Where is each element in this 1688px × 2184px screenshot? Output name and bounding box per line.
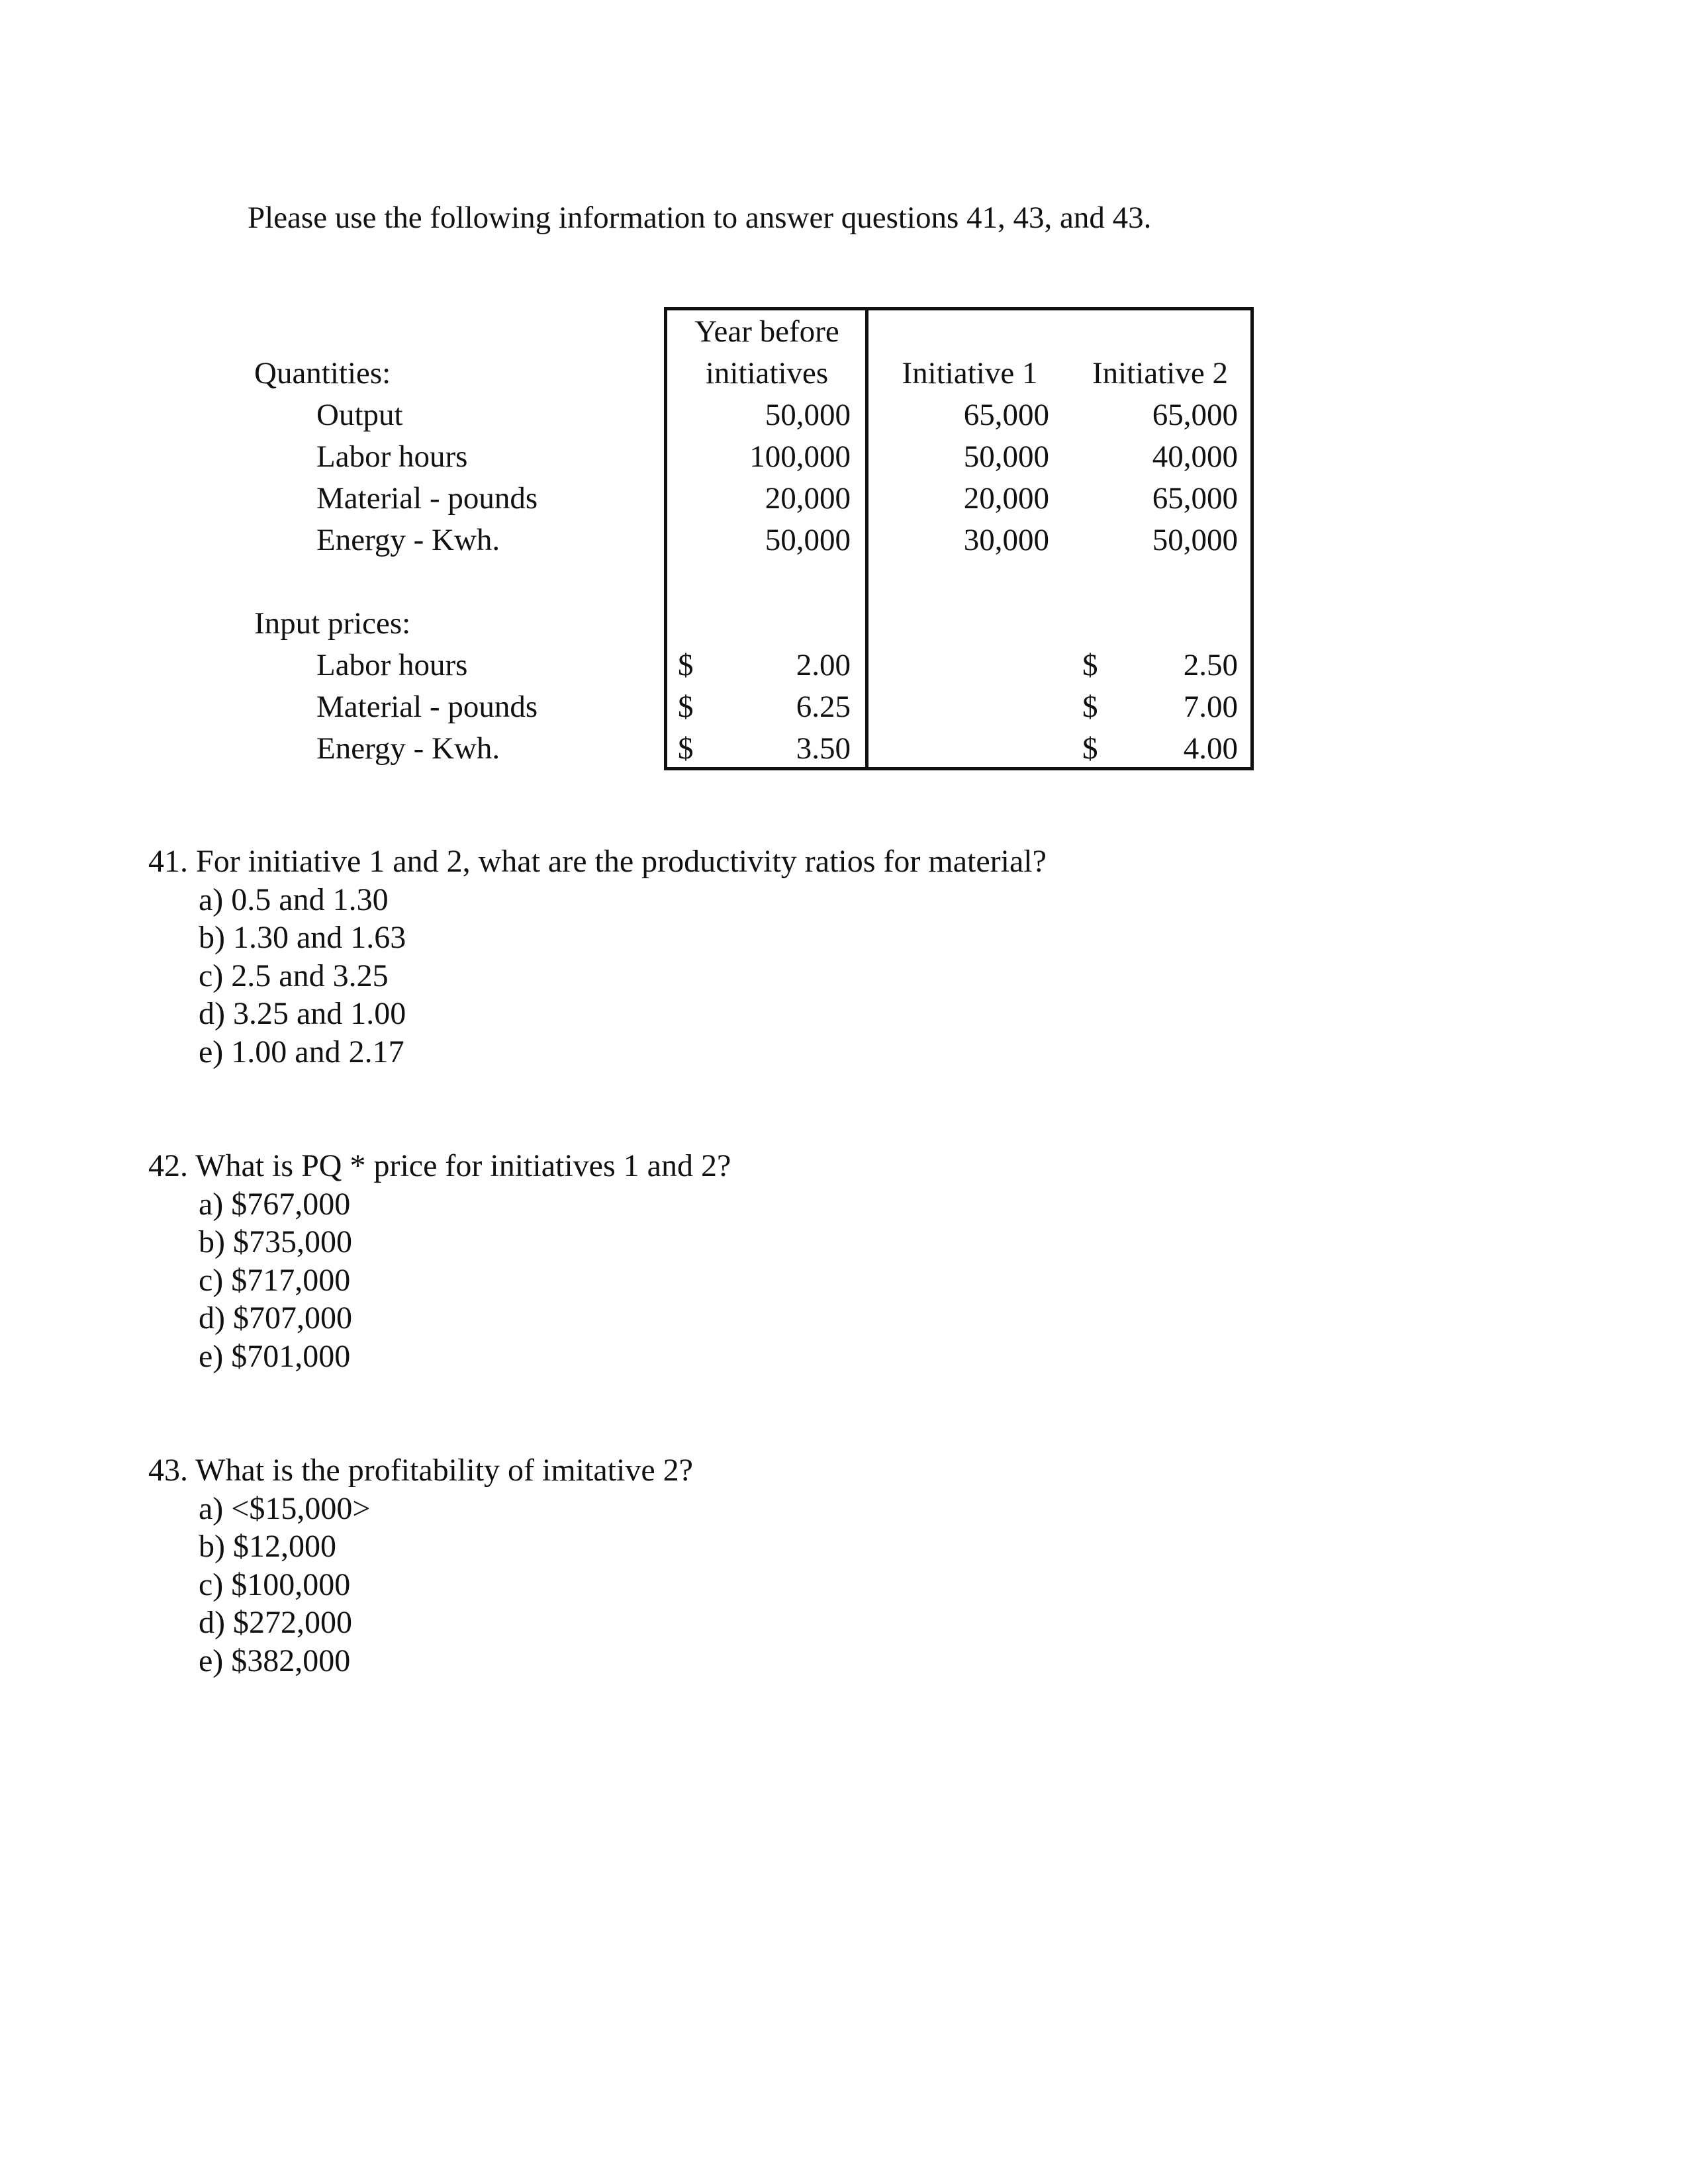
currency-sign: $ <box>678 731 694 766</box>
answer-option: d) $272,000 <box>199 1605 352 1640</box>
cell-material-init1: 20,000 <box>963 481 1049 516</box>
answer-option: c) 2.5 and 3.25 <box>199 958 389 993</box>
table-border-left <box>664 307 667 770</box>
row-label-labor-hours: Labor hours <box>316 439 468 474</box>
table-border-bottom <box>664 767 1254 770</box>
answer-option: d) 3.25 and 1.00 <box>199 996 406 1031</box>
cell-output-year: 50,000 <box>765 398 851 432</box>
question-stem: 42. What is PQ * price for initiatives 1 and 2? <box>148 1148 731 1183</box>
cell-output-init1: 65,000 <box>963 398 1049 432</box>
answer-option: a) $767,000 <box>199 1187 351 1222</box>
intro-text: Please use the following information to answer questions 41, 43, and 43. <box>248 201 1152 235</box>
row-label-output: Output <box>316 398 403 432</box>
cell-material-year: 20,000 <box>765 481 851 516</box>
table-border-top <box>664 307 1254 310</box>
question-stem: 43. What is the profitability of imitative 2? <box>148 1453 693 1488</box>
cell-labor-init2: 40,000 <box>1152 439 1238 474</box>
cell-energy-init2: 50,000 <box>1152 523 1238 557</box>
row-label-energy: Energy - Kwh. <box>316 523 500 557</box>
cell-material-init2: 65,000 <box>1152 481 1238 516</box>
table-border-right <box>1250 307 1254 770</box>
answer-option: b) 1.30 and 1.63 <box>199 920 406 955</box>
currency-sign: $ <box>1082 648 1098 682</box>
answer-option: e) 1.00 and 2.17 <box>199 1034 404 1069</box>
col-header-initiative-2: Initiative 2 <box>1092 356 1228 390</box>
price-label-labor-hours: Labor hours <box>316 648 468 682</box>
answer-option: c) $100,000 <box>199 1567 351 1602</box>
answer-option: e) $701,000 <box>199 1339 351 1374</box>
col-header-year-line1: Year before <box>694 314 839 349</box>
currency-sign: $ <box>1082 690 1098 724</box>
cell-energy-year: 50,000 <box>765 523 851 557</box>
price-label-energy: Energy - Kwh. <box>316 731 500 766</box>
currency-sign: $ <box>1082 731 1098 766</box>
price-material-init2: 7.00 <box>1183 690 1238 724</box>
price-labor-init2: 2.50 <box>1183 648 1238 682</box>
table-border-divider <box>865 307 868 770</box>
answer-option: b) $735,000 <box>199 1224 352 1259</box>
quantities-heading: Quantities: <box>254 356 391 390</box>
price-labor-year: 2.00 <box>796 648 851 682</box>
answer-option: a) <$15,000> <box>199 1491 371 1526</box>
answer-option: d) $707,000 <box>199 1300 352 1336</box>
answer-option: e) $382,000 <box>199 1643 351 1678</box>
price-energy-init2: 4.00 <box>1183 731 1238 766</box>
cell-labor-year: 100,000 <box>749 439 851 474</box>
answer-option: c) $717,000 <box>199 1263 351 1298</box>
currency-sign: $ <box>678 690 694 724</box>
currency-sign: $ <box>678 648 694 682</box>
col-header-initiative-1: Initiative 1 <box>902 356 1038 390</box>
question-stem: 41. For initiative 1 and 2, what are the productivity ratios for material? <box>148 844 1047 879</box>
cell-output-init2: 65,000 <box>1152 398 1238 432</box>
answer-option: b) $12,000 <box>199 1529 336 1564</box>
price-material-year: 6.25 <box>796 690 851 724</box>
cell-energy-init1: 30,000 <box>963 523 1049 557</box>
answer-option: a) 0.5 and 1.30 <box>199 882 389 917</box>
prices-heading: Input prices: <box>254 606 411 641</box>
col-header-year-line2: initiatives <box>705 356 829 390</box>
cell-labor-init1: 50,000 <box>963 439 1049 474</box>
price-label-material: Material - pounds <box>316 690 538 724</box>
price-energy-year: 3.50 <box>796 731 851 766</box>
row-label-material: Material - pounds <box>316 481 538 516</box>
